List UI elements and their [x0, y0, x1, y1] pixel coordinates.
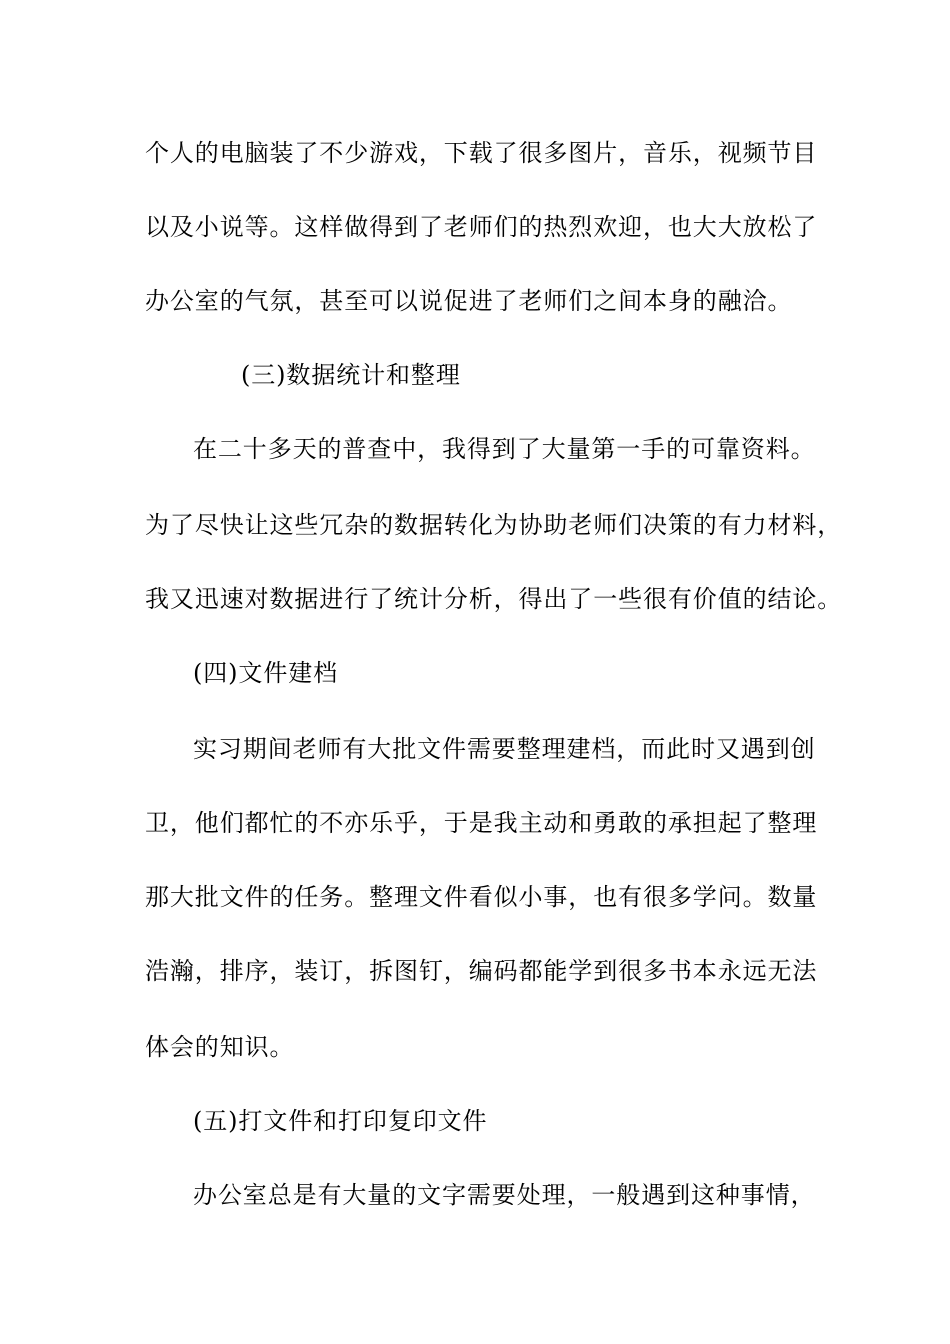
- body-text-line: 那大批文件的任务。整理文件看似小事，也有很多学问。数量: [145, 883, 818, 911]
- body-text-line: 我又迅速对数据进行了统计分析，得出了一些很有价值的结论。: [145, 585, 843, 613]
- body-text-line: 办公室总是有大量的文字需要处理，一般遇到这种事情，: [193, 1181, 816, 1209]
- section-heading: (三)数据统计和整理: [241, 361, 461, 389]
- body-text-line: 在二十多天的普查中，我得到了大量第一手的可靠资料。: [193, 435, 816, 463]
- body-text-line: 以及小说等。这样做得到了老师们的热烈欢迎，也大大放松了: [145, 213, 818, 241]
- body-text-line: 办公室的气氛，甚至可以说促进了老师们之间本身的融洽。: [145, 287, 793, 315]
- body-text-line: 卫，他们都忙的不亦乐乎，于是我主动和勇敢的承担起了整理: [145, 809, 818, 837]
- section-heading: (五)打文件和打印复印文件: [193, 1107, 488, 1135]
- body-text-line: 体会的知识。: [145, 1033, 295, 1061]
- section-heading: (四)文件建档: [193, 659, 339, 687]
- body-text-line: 实习期间老师有大批文件需要整理建档，而此时又遇到创: [193, 735, 816, 763]
- body-text-line: 为了尽快让这些冗杂的数据转化为协助老师们决策的有力材料，: [145, 511, 843, 539]
- body-text-line: 浩瀚，排序，装订，拆图钉，编码都能学到很多书本永远无法: [145, 957, 818, 985]
- body-text-line: 个人的电脑装了不少游戏，下载了很多图片，音乐，视频节目: [145, 139, 818, 167]
